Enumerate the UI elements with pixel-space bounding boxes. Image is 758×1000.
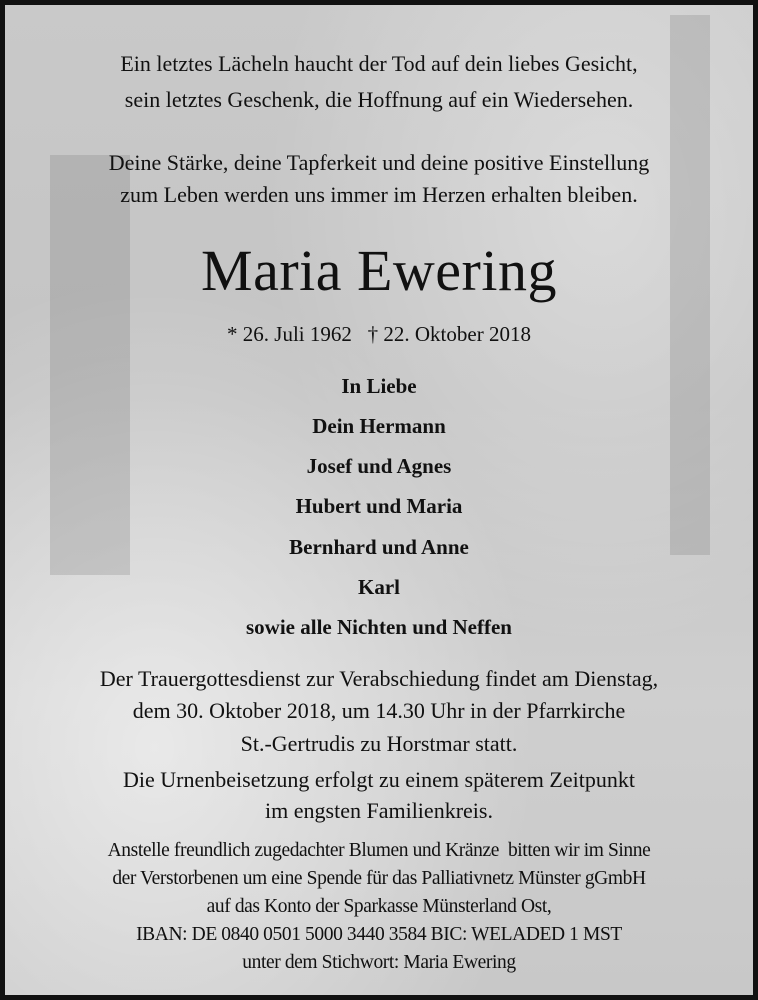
verse-line: Deine Stärke, deine Tapferkeit und deine positive Einstellung [108, 150, 650, 175]
family-line: In Liebe [341, 374, 417, 398]
family-line: Dein Hermann [312, 414, 446, 438]
family-line: Bernhard und Anne [289, 535, 469, 559]
donation-line: Anstelle freundlich zugedachter Blumen und Kränze bitten wir im Sinne [107, 840, 651, 861]
deceased-name: Maria Ewering [201, 238, 557, 303]
family-line: Hubert und Maria [295, 494, 463, 518]
family-line: Karl [358, 575, 400, 599]
family-line: Josef und Agnes [306, 454, 452, 478]
donation-line: auf das Konto der Sparkasse Münsterland Ost, [206, 896, 552, 917]
family-line: sowie alle Nichten und Neffen [246, 615, 512, 639]
burial-line: Die Urnenbeisetzung erfolgt zu einem späterem Zeitpunkt [123, 767, 635, 792]
verse-line: sein letztes Geschenk, die Hoffnung auf ein Wiedersehen. [124, 87, 634, 112]
burial-line: im engsten Familienkreis. [265, 798, 493, 823]
verse-line: zum Leben werden uns immer im Herzen erhalten bleiben. [120, 182, 638, 207]
service-line: St.-Gertrudis zu Horstmar statt. [240, 731, 518, 756]
service-line: dem 30. Oktober 2018, um 14.30 Uhr in der Pfarrkirche [132, 698, 626, 723]
service-line: Der Trauergottesdienst zur Verabschiedung findet am Dienstag, [99, 666, 659, 691]
donation-line: unter dem Stichwort: Maria Ewering [242, 952, 516, 973]
donation-iban: IBAN: DE 0840 0501 5000 3440 3584 BIC: WELADED 1 MST [136, 924, 622, 945]
verse-line: Ein letztes Lächeln haucht der Tod auf dein liebes Gesicht, [120, 51, 638, 76]
life-dates: * 26. Juli 1962 † 22. Oktober 2018 [227, 322, 531, 346]
donation-line: der Verstorbenen um eine Spende für das Palliativnetz Münster gGmbH [112, 868, 646, 889]
